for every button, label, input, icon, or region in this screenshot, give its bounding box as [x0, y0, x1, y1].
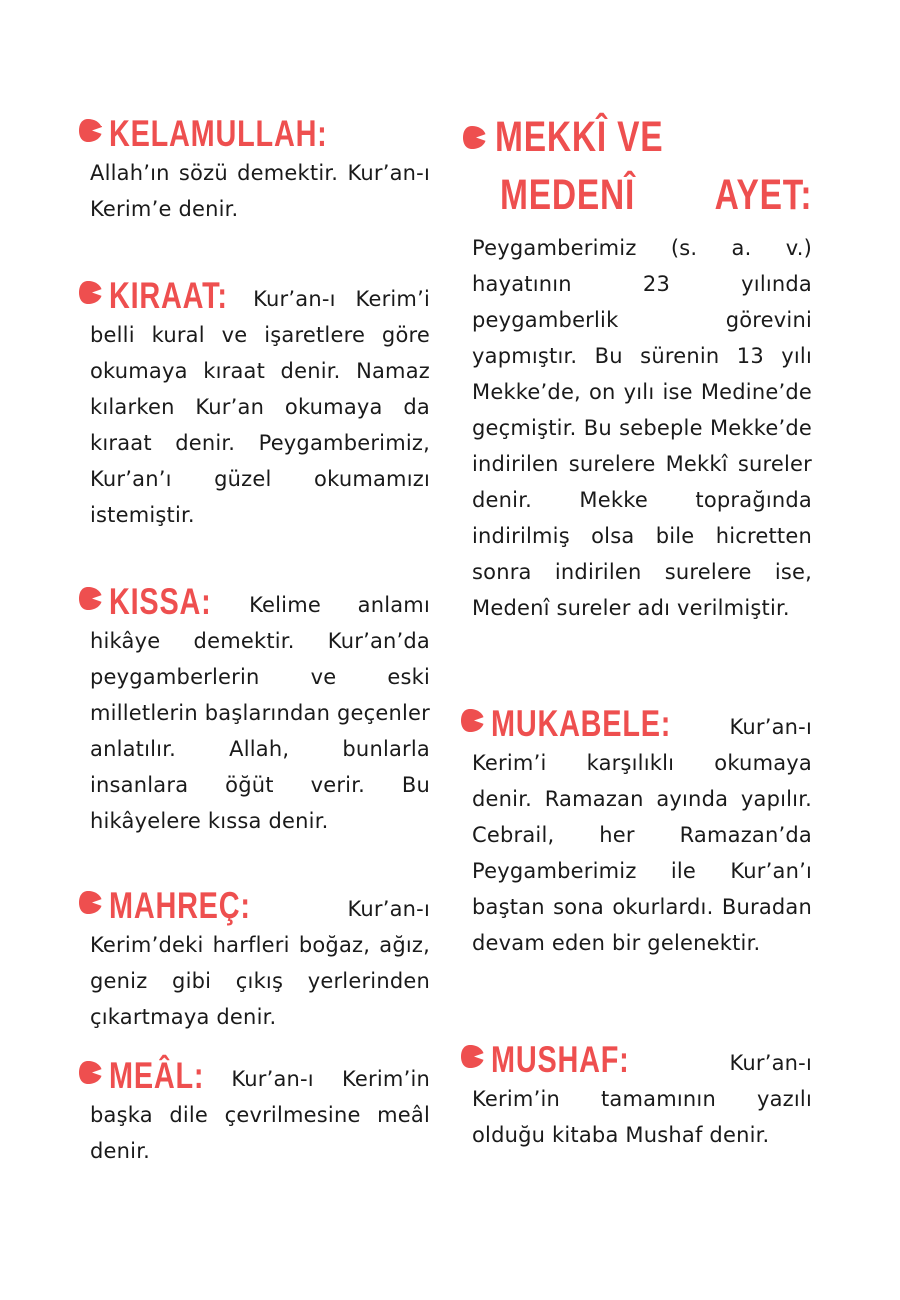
heart-bullet-icon [78, 890, 103, 915]
term-definition: Kur’an-ı Kerim’i karşılıklı okumaya denir. Ramazan ayında yapılır. Cebrail, her Ramazan’da Peygamberimiz ile Kur’an’ı baştan sona okurlardı. Buradan devam eden bir gelenektir. [472, 715, 812, 955]
entry-mushaf [472, 1039, 812, 1153]
term-title-line2-a: MEDENÎ [500, 171, 636, 219]
term-definition: Allah’ın sözü demektir. Kur’an-ı Kerim’e denir. [90, 161, 430, 221]
heart-bullet-icon [78, 1060, 103, 1085]
entry-paragraph [90, 1055, 430, 1169]
term-title: KIRAAT: [109, 275, 228, 316]
term-title: KELAMULLAH: [109, 113, 328, 154]
entry-paragraph [90, 581, 430, 839]
heart-bullet-icon [78, 118, 103, 143]
term-title-large [472, 108, 812, 224]
term-definition: Kelime anlamı hikâye demektir. Kur’an’da peygamberlerin ve eski milletlerin başlarından geçenler anlatılır. Allah, bunlarla insanlara öğüt verir. Bu hikâyelere kıssa denir. [90, 593, 430, 833]
term-definition: Kur’an-ı Kerim’in başka dile çevrilmesine meâl denir. [90, 1067, 430, 1163]
term-title-line2-b: AYET: [714, 171, 812, 219]
term-definition: Peygamberimiz (s. a. v.) hayatının 23 yılında peygamberlik görevini yapmıştır. Bu sürenin 13 yılı Mekke’de, on yılı ise Medine’de geçmiştir. Bu sebeple Mekke’de indirilen surelere Mekkî sureler denir. Mekke toprağında indirilmiş olsa bile hicretten sonra indirilen surelere ise, Medenî sureler adı verilmiştir. [472, 236, 812, 620]
term-title: MEÂL: [109, 1055, 205, 1096]
entry-mahrec [90, 885, 430, 1035]
term-title-line2 [472, 166, 812, 224]
term-title: MUSHAF: [491, 1039, 630, 1080]
heart-bullet-icon [460, 708, 485, 733]
entry-paragraph [90, 885, 430, 1035]
term-title: MAHREÇ: [109, 885, 251, 926]
term-title-line1 [472, 108, 812, 166]
term-title: MUKABELE: [491, 703, 672, 744]
term-definition: Kur’an-ı Kerim’in tamamının yazılı olduğu kitaba Mushaf denir. [472, 1051, 812, 1147]
heart-bullet-icon [78, 586, 103, 611]
entry-kelamullah [90, 113, 430, 227]
entry-paragraph [90, 113, 430, 227]
entry-mukabele [472, 703, 812, 961]
entry-paragraph [472, 703, 812, 961]
entry-mekki-medeni [472, 108, 812, 626]
entry-paragraph [472, 1039, 812, 1153]
entry-meal [90, 1055, 430, 1169]
entry-kiraat [90, 275, 430, 533]
term-definition: Kur’an-ı Kerim’i belli kural ve işaretlere göre okumaya kıraat denir. Namaz kılarken Kur’an okumaya da kıraat denir. Peygamberimiz, Kur’an’ı güzel okumamızı istemiştir. [90, 287, 430, 527]
heart-bullet-icon [462, 125, 487, 150]
entry-paragraph [90, 275, 430, 533]
heart-bullet-icon [78, 280, 103, 305]
term-title: KISSA: [109, 581, 212, 622]
entry-kissa [90, 581, 430, 839]
term-title-line1-text: MEKKÎ VE [495, 113, 664, 161]
heart-bullet-icon [460, 1044, 485, 1069]
term-definition: Kur’an-ı Kerim’deki harfleri boğaz, ağız, geniz gibi çıkış yerlerinden çıkartmaya denir. [90, 897, 430, 1029]
